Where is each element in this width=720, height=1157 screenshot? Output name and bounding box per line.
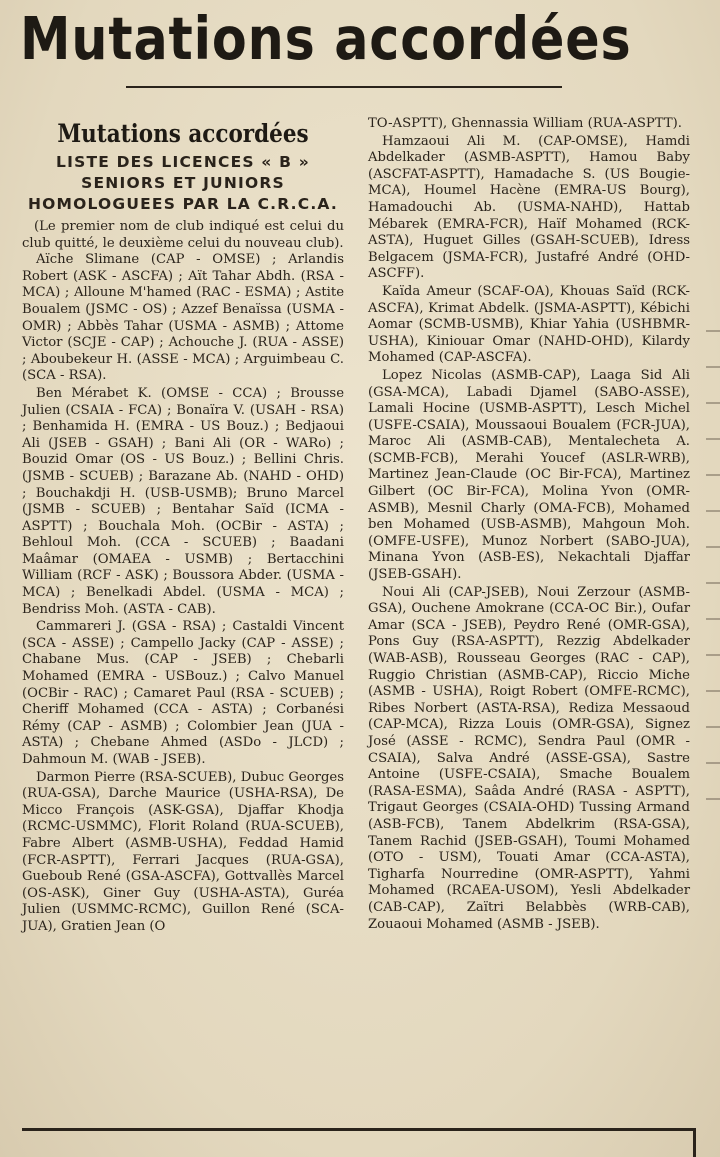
list-paragraph-c-d: Cammareri J. (GSA - RSA) ; Castaldi Vincent (SCA - ASSE) ; Campello Jacky (CAP - ASSE) ; Chabane Mus. (CAP - JSEB) ; Chebarli Mohamed (EMRA - USBouz.) ; Calvo Manuel (OCBir - RAC) ; Camaret Paul (RSA - SCUEB) ; Cheriff Mohamed (CCA - ASTA) ; Corbanési Rémy (CAP - ASMB) ; Colombier Jean (JUA - ASTA) ; Chebane Ahmed (ASDo - JLCD) ; Dahmoun M. (WAB - JSEB). bbox=[22, 619, 344, 767]
bottom-rule-corner bbox=[693, 1128, 696, 1157]
list-paragraph-a: Aïche Slimane (CAP - OMSE) ; Arlandis Robert (ASK - ASCFA) ; Aït Tahar Abdh. (RSA - MCA) ; Alloune M'hamed (RAC - ESMA) ; Astite Boualem (JSMC - OS) ; Azzef Benaïssa (USMA - OMR) ; Abbès Tahar (USMA - ASMB) ; Attome Victor (SCJE - CAP) ; Achouche J. (RUA - ASSE) ; Aboubekeur H. (ASSE - MCA) ; Arguimbeau C. (SCA - RSA). bbox=[22, 252, 344, 384]
adjacent-column-edge bbox=[706, 330, 720, 830]
column-right bbox=[368, 116, 690, 933]
subtitle-line-2: SENIORS ET JUNIORS bbox=[81, 174, 285, 192]
column-left bbox=[22, 110, 344, 936]
list-paragraph-k: Kaïda Ameur (SCAF-OA), Khouas Saïd (RCK-ASCFA), Krimat Abdelk. (JSMA-ASPTT), Kébichi Aomar (SCMB-USMB), Khiar Yahia (USHBMR-USHA), Kiniouar Omar (NAHD-OHD), Kilardy Mohamed (CAP-ASCFA). bbox=[368, 283, 690, 366]
subtitle-line-1: LISTE DES LICENCES « B » bbox=[56, 153, 310, 171]
article-title: Mutations accordées bbox=[57, 119, 309, 148]
bottom-rule bbox=[22, 1128, 696, 1131]
list-paragraph-d-g: Darmon Pierre (RSA-SCUEB), Dubuc Georges (RUA-GSA), Darche Maurice (USHA-RSA), De Micco François (ASK-GSA), Djaffar Khodja (RCMC-USMMC), Florit Roland (RUA-SCUEB), Fabre Albert (ASMB-USHA), Feddad Hamid (FCR-ASPTT), Ferrari Jacques (RUA-GSA), Gueboub René (GSA-ASCFA), Gottvallès Marcel (OS-ASK), Giner Guy (USHA-ASTA), Guréa Julien (USMMC-RCMC), Guillon René (SCA-JUA), Gratien Jean (O bbox=[22, 769, 344, 934]
subtitle-line-3: HOMOLOGUEES PAR LA C.R.C.A. bbox=[27, 195, 339, 213]
list-paragraph-n-z: Noui Ali (CAP-JSEB), Noui Zerzour (ASMB-GSA), Ouchene Amokrane (CCA-OC Bir.), Oufar Amar (SCA - JSEB), Peydro René (OMR-GSA), Pons Guy (RSA-ASPTT), Rezzig Abdelkader (WAB-ASB), Rousseau Georges (RAC - CAP), Ruggio Christian (ASMB-CAP), Riccio Miche (ASMB - USHA), Roigt Robert (OMFE-RCMC), Ribes Norbert (ASTA-RSA), Rediza Messaoud (CAP-MCA), Rizza Louis (OMR-GSA), Signez José (ASSE - RCMC), Sendra Paul (OMR - CSAIA), Salva André (ASSE-GSA), Sastre Antoine (USFE-CSAIA), Smache Boualem (RASA-ESMA), Saâda André (RASA - ASPTT), Trigaut Georges (CSAIA-OHD) Tussing Armand (ASB-FCB), Tanem Abdelkrim (RSA-GSA), Tanem Rachid (JSEB-GSAH), Toumi Mohamed (OTO - USM), Touati Amar (CCA-ASTA), Tigharfa Nourredine (OMR-ASPTT), Yahmi Mohamed (RCAEA-USOM), Yesli Abdelkader (CAB-CAP), Zaïtri Belabbès (WRB-CAB), Zouaoui Mohamed (ASMB - JSEB). bbox=[368, 584, 690, 932]
list-paragraph-b: Ben Mérabet K. (OMSE - CCA) ; Brousse Julien (CSAIA - FCA) ; Bonaïra V. (USAH - RSA) ; Benhamida H. (EMRA - US Bouz.) ; Bedjaoui Ali (JSEB - GSAH) ; Bani Ali (OR - WARo) ; Bouzid Omar (OS - US Bouz.) ; Bellini Chris. (JSMB - SCUEB) ; Barazane Ab. (NAHD - OHD) ; Bouchakdji H. (USB-USMB); Bruno Marcel (JSMB - SCUEB) ; Bentahar Saïd (ICMA - ASPTT) ; Bouchala Moh. (OCBir - ASTA) ; Behloul Moh. (CCA - SCUEB) ; Baadani Maâmar (OMAEA - USMB) ; Bertacchini William (RCF - ASK) ; Boussora Abder. (USMA - MCA) ; Benelkadi Abdel. (USMA - MCA) ; Bendriss Moh. (ASTA - CAB). bbox=[22, 385, 344, 617]
list-paragraph-h-j: Hamzaoui Ali M. (CAP-OMSE), Hamdi Abdelkader (ASMB-ASPTT), Hamou Baby (ASCFAT-ASPTT), Hamadache S. (US Bougie-MCA), Houmel Hacène (EMRA-US Bourg), Hamadouchi Ab. (USMA-NAHD), Hattab Mébarek (EMRA-FCR), Haïf Mohamed (RCK-ASTA), Huguet Gilles (GSAH-SCUEB), Idress Belgacem (JSMA-FCR), Justafré André (OHD-ASCFF). bbox=[368, 133, 690, 282]
article-note: (Le premier nom de club indiqué est celui du club quitté, le deuxième celui du nouveau club). bbox=[22, 219, 344, 251]
page-headline: Mutations accordées bbox=[20, 4, 632, 73]
list-paragraph-continued: TO-ASPTT), Ghennassia William (RUA-ASPTT). bbox=[368, 116, 682, 131]
headline-rule bbox=[126, 86, 562, 88]
list-paragraph-l-n: Lopez Nicolas (ASMB-CAP), Laaga Sid Ali (GSA-MCA), Labadi Djamel (SABO-ASSE), Lamali Hocine (USMB-ASPTT), Lesch Michel (USFE-CSAIA), Moussaoui Boualem (FCR-JUA), Maroc Ali (ASMB-CAB), Mentalecheta A. (SCMB-FCB), Merahi Youcef (ASLR-WRB), Martinez Jean-Claude (OC Bir-FCA), Martinez Gilbert (OC Bir-FCA), Molina Yvon (OMR-ASMB), Mesnil Charly (OMA-FCB), Mohamed ben Mohamed (USB-ASMB), Mahgoun Moh. (OMFE-USFE), Munoz Norbert (SABO-JUA), Minana Yvon (ASB-ES), Nekachtali Djaffar (JSEB-GSAH). bbox=[368, 367, 690, 583]
